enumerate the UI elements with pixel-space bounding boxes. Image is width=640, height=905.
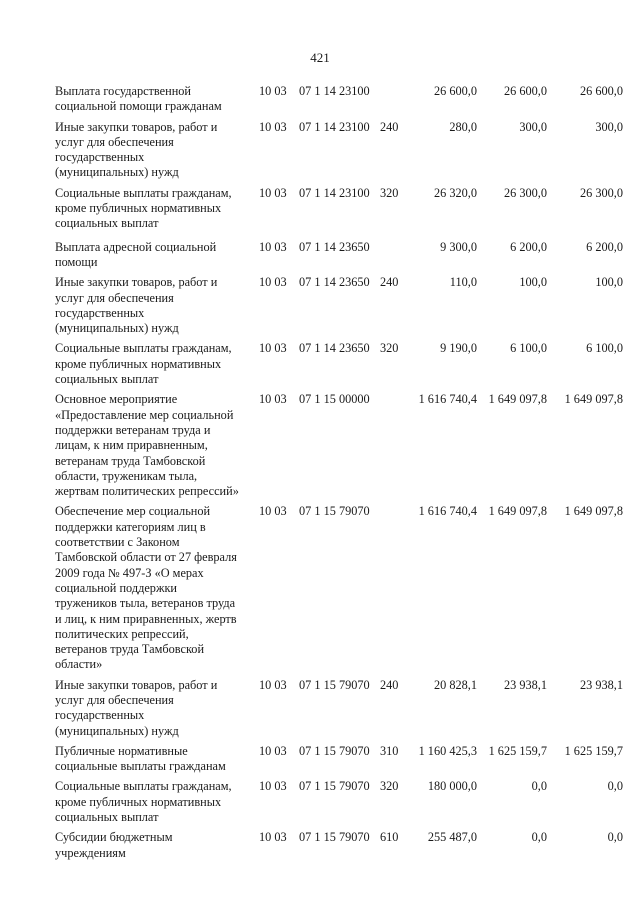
table-row	[55, 504, 629, 672]
row-amount-year3: 26 600,0	[579, 84, 623, 98]
row-amount-year1: 110,0	[449, 275, 477, 290]
row-expense-type: 240	[380, 119, 399, 134]
row-amount-year2: 300,0	[519, 119, 547, 134]
row-section: 10 03	[259, 341, 287, 356]
row-section: 10 03	[259, 119, 287, 134]
row-amount-year3: 23 938,1	[579, 677, 623, 692]
row-section: 10 03	[259, 830, 287, 845]
page-number: 421	[310, 50, 330, 65]
row-amount-year1: 20 828,1	[433, 677, 477, 692]
row-amount-year1: 1 616 740,4	[418, 504, 477, 519]
row-amount-year2: 6 200,0	[510, 239, 547, 254]
row-name: Иные закупки товаров, работ и услуг для обеспечения государственных (муниципальных) нужд	[55, 275, 218, 336]
row-name: Субсидии бюджетным учреждениям	[55, 830, 173, 860]
table-row	[55, 275, 629, 336]
row-target-code: 07 1 15 79070	[299, 743, 370, 758]
row-section: 10 03	[259, 677, 287, 692]
row-amount-year3: 1 625 159,7	[564, 743, 623, 758]
row-name: Иные закупки товаров, работ и услуг для обеспечения государственных (муниципальных) нужд	[55, 119, 218, 180]
row-amount-year2: 0,0	[531, 830, 547, 845]
row-amount-year3: 26 300,0	[579, 185, 623, 200]
row-amount-year3: 100,0	[595, 275, 623, 290]
row-name: Социальные выплаты гражданам, кроме публичных нормативных социальных выплат	[55, 341, 232, 387]
row-amount-year1: 255 487,0	[427, 830, 477, 845]
row-amount-year2: 23 938,1	[503, 677, 547, 692]
row-target-code: 07 1 14 23100	[299, 185, 370, 200]
row-amount-year3: 6 100,0	[586, 341, 623, 356]
row-amount-year1: 9 190,0	[440, 341, 477, 356]
row-section: 10 03	[259, 392, 287, 407]
table-row	[55, 186, 629, 232]
row-amount-year2: 1 625 159,7	[488, 743, 547, 758]
table-row	[55, 744, 629, 775]
table-row	[55, 341, 629, 387]
row-target-code: 07 1 15 79070	[299, 779, 370, 794]
row-amount-year2: 26 300,0	[503, 185, 547, 200]
row-amount-year1: 180 000,0	[427, 779, 477, 794]
row-amount-year1: 26 320,0	[433, 185, 477, 200]
row-amount-year2: 0,0	[531, 779, 547, 794]
table-row	[55, 392, 629, 499]
table-row	[55, 830, 629, 861]
row-expense-type: 320	[380, 779, 399, 794]
row-target-code: 07 1 15 00000	[299, 392, 370, 407]
budget-table	[55, 84, 629, 861]
table-row	[55, 84, 629, 115]
row-target-code: 07 1 14 23650	[299, 239, 370, 254]
row-amount-year2: 1 649 097,8	[488, 392, 547, 407]
row-target-code: 07 1 15 79070	[299, 830, 370, 845]
row-amount-year3: 1 649 097,8	[564, 392, 623, 407]
row-section: 10 03	[259, 504, 287, 519]
row-target-code: 07 1 15 79070	[299, 677, 370, 692]
row-section: 10 03	[259, 239, 287, 254]
row-name: Выплата государственной социальной помощи гражданам	[55, 84, 222, 114]
row-expense-type: 310	[380, 743, 399, 758]
row-target-code: 07 1 14 23100	[299, 119, 370, 134]
row-amount-year3: 0,0	[607, 830, 623, 845]
row-name: Публичные нормативные социальные выплаты гражданам	[55, 743, 226, 774]
row-amount-year3: 1 649 097,8	[564, 504, 623, 519]
row-target-code: 07 1 14 23650	[299, 341, 370, 356]
row-expense-type: 320	[380, 341, 399, 356]
row-amount-year2: 100,0	[519, 275, 547, 290]
table-row	[55, 678, 629, 739]
row-section: 10 03	[259, 779, 287, 794]
row-amount-year2: 1 649 097,8	[488, 504, 547, 519]
row-name: Иные закупки товаров, работ и услуг для обеспечения государственных (муниципальных) нужд	[55, 677, 218, 738]
row-name: Основное мероприятие «Предоставление мер социальной поддержки ветеранам труда и лицам, к ним приравненным, ветеранам труда Тамбовской области, труженикам тыла, жертвам политических репрессий»	[55, 392, 239, 499]
row-section: 10 03	[259, 275, 287, 290]
table-row	[55, 240, 629, 271]
row-amount-year2: 26 600,0	[503, 84, 547, 98]
row-expense-type: 320	[380, 185, 399, 200]
row-amount-year3: 6 200,0	[586, 239, 623, 254]
row-section: 10 03	[259, 84, 287, 98]
row-section: 10 03	[259, 185, 287, 200]
row-section: 10 03	[259, 743, 287, 758]
row-amount-year1: 26 600,0	[433, 84, 477, 98]
row-name: Обеспечение мер социальной поддержки категориям лиц в соответствии с Законом Тамбовской области от 27 февраля 2009 года № 497-З «О мерах социальной поддержки тружеников тыла, ветеранов труда и лиц, к ним приравненных, жертв политических репрессий, ветеранов труда Тамбовской области»	[55, 504, 237, 672]
row-amount-year3: 0,0	[607, 779, 623, 794]
row-amount-year1: 1 616 740,4	[418, 392, 477, 407]
row-expense-type: 240	[380, 677, 399, 692]
table-row	[55, 120, 629, 181]
row-expense-type: 610	[380, 830, 399, 845]
row-amount-year1: 9 300,0	[440, 239, 477, 254]
row-target-code: 07 1 14 23100	[299, 84, 370, 98]
table-row	[55, 779, 629, 825]
row-expense-type: 240	[380, 275, 399, 290]
row-target-code: 07 1 15 79070	[299, 504, 370, 519]
row-amount-year1: 280,0	[449, 119, 477, 134]
row-amount-year3: 300,0	[595, 119, 623, 134]
row-amount-year2: 6 100,0	[510, 341, 547, 356]
row-name: Выплата адресной социальной помощи	[55, 239, 217, 269]
row-name: Социальные выплаты гражданам, кроме публичных нормативных социальных выплат	[55, 185, 232, 231]
row-name: Социальные выплаты гражданам, кроме публичных нормативных социальных выплат	[55, 779, 232, 825]
row-target-code: 07 1 14 23650	[299, 275, 370, 290]
row-amount-year1: 1 160 425,3	[418, 743, 477, 758]
